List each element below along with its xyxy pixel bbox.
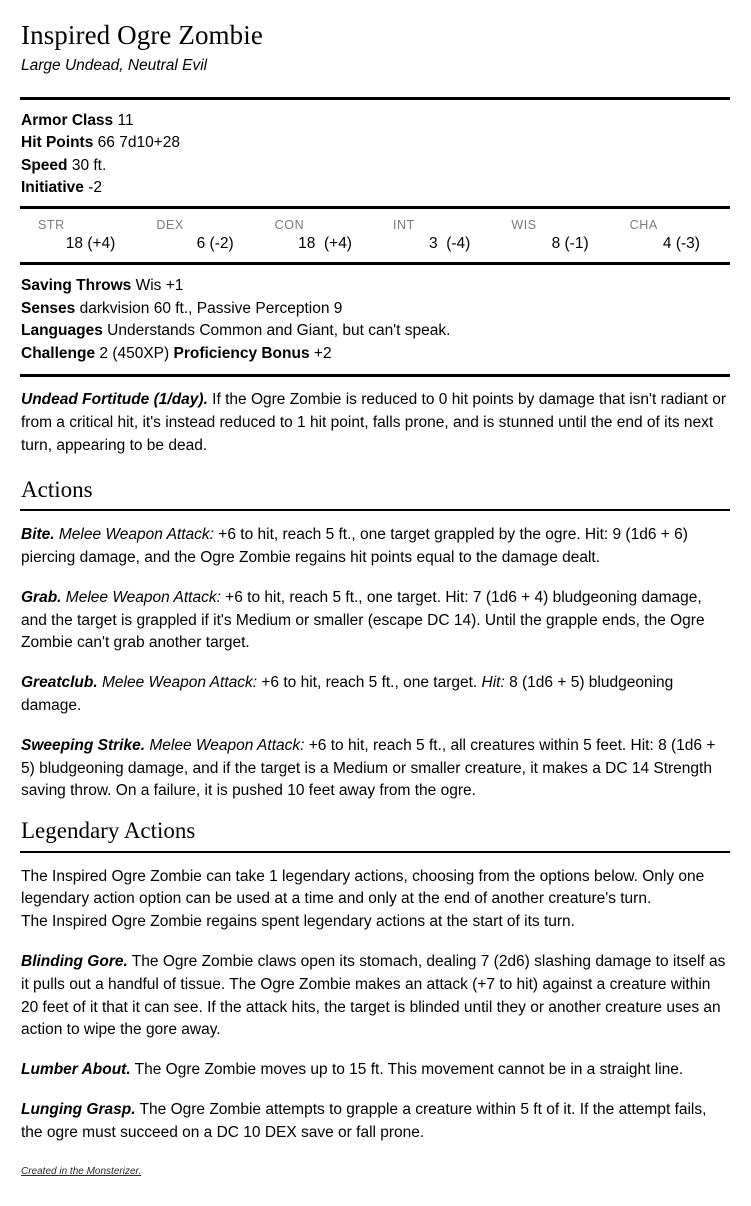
ability-cha bbox=[612, 218, 730, 254]
ability-label: CHA bbox=[629, 218, 658, 233]
stat-value: Wis +1 bbox=[135, 277, 184, 295]
challenge-label: Challenge bbox=[21, 344, 96, 362]
action-greatclub bbox=[21, 672, 730, 718]
section-heading-legendary-actions: Legendary Actions bbox=[21, 818, 196, 844]
stat-label: Saving Throws bbox=[21, 277, 132, 295]
legendary-action-name: Blinding Gore. bbox=[21, 953, 128, 971]
proficiency-bonus-value: +2 bbox=[313, 344, 332, 362]
proficiency-bonus-label: Proficiency Bonus bbox=[173, 344, 310, 362]
stat-value: Understands Common and Giant, but can't speak. bbox=[107, 322, 451, 340]
ability-str bbox=[20, 218, 138, 254]
stat-challenge bbox=[21, 343, 730, 366]
legendary-intro-line-2: The Inspired Ogre Zombie regains spent legendary actions at the start of its turn. bbox=[21, 913, 575, 931]
legendary-action-blinding-gore bbox=[21, 951, 730, 1042]
action-text: +6 to hit, reach 5 ft., all creatures within 5 feet. Hit: 8 (1d6 + 5) bludgeoning damage, and if the target is a Medium or smaller creature, it makes a DC 14 Strength saving throw. On a failure, it is pushed 10 feet away from the ogre. bbox=[21, 736, 716, 800]
action-bite bbox=[21, 524, 730, 570]
attribute-label: Initiative bbox=[21, 179, 84, 197]
action-attack-type: Melee Weapon Attack: bbox=[97, 674, 258, 692]
attribute-speed bbox=[21, 155, 730, 178]
ability-label: INT bbox=[392, 218, 415, 233]
ability-value: 6 (-2) bbox=[196, 235, 234, 253]
attribute-label: Armor Class bbox=[21, 111, 114, 129]
ability-con bbox=[257, 218, 375, 254]
action-attack-type: Melee Weapon Attack: bbox=[61, 588, 221, 606]
action-name: Grab. bbox=[21, 588, 62, 606]
ability-int bbox=[375, 218, 493, 254]
ability-value: 8 (-1) bbox=[551, 235, 589, 253]
section-heading-actions: Actions bbox=[21, 476, 93, 502]
legendary-intro-line-1: The Inspired Ogre Zombie can take 1 legendary actions, choosing from the options below. Only one legendary action option can be used at a time and only at the end of another creature's turn. bbox=[21, 867, 705, 908]
attribute-armor-class bbox=[21, 110, 730, 133]
traits-block bbox=[20, 377, 730, 461]
attribute-value: 11 bbox=[117, 111, 134, 129]
actions-block bbox=[20, 511, 730, 803]
page-title: Inspired Ogre Zombie bbox=[21, 20, 263, 50]
legendary-action-lumber-about bbox=[21, 1059, 730, 1082]
ability-value: 3 (-4) bbox=[428, 235, 471, 253]
ability-dex bbox=[138, 218, 256, 254]
attribute-value: 66 7d10+28 bbox=[97, 134, 180, 152]
legendary-action-text: The Ogre Zombie attempts to grapple a creature within 5 ft of it. If the attempt fails, the ogre must succeed on a DC 10 DEX save or fall prone. bbox=[21, 1101, 707, 1141]
stat-senses bbox=[21, 298, 730, 321]
ability-label: CON bbox=[274, 218, 305, 233]
ability-label: STR bbox=[38, 218, 65, 233]
ability-value: 18 (+4) bbox=[298, 235, 352, 253]
stat-label: Senses bbox=[21, 299, 76, 317]
trait-name: Undead Fortitude (1/day). bbox=[21, 391, 208, 409]
attribute-value: -2 bbox=[88, 179, 102, 197]
challenge-value: 2 (450XP) bbox=[99, 344, 170, 362]
ability-label: DEX bbox=[156, 218, 184, 233]
trait-undead-fortitude bbox=[21, 389, 730, 457]
stat-label: Languages bbox=[21, 322, 103, 340]
action-name: Bite. bbox=[21, 526, 55, 544]
attribute-hit-points bbox=[21, 132, 730, 155]
attribute-label: Speed bbox=[21, 156, 68, 174]
attributes-block bbox=[20, 100, 730, 206]
spacer bbox=[20, 76, 730, 97]
ability-wis bbox=[493, 218, 611, 254]
attribute-initiative bbox=[21, 177, 730, 200]
legendary-action-name: Lumber About. bbox=[21, 1061, 131, 1079]
footer-credit-text: Created in the Monsterizer. bbox=[21, 1165, 142, 1177]
action-text-pre: +6 to hit, reach 5 ft., one target. bbox=[257, 674, 482, 692]
stat-value: darkvision 60 ft., Passive Perception 9 bbox=[79, 299, 343, 317]
legendary-action-text: The Ogre Zombie moves up to 15 ft. This movement cannot be in a straight line. bbox=[130, 1061, 684, 1079]
attribute-label: Hit Points bbox=[21, 134, 94, 152]
action-attack-type: Melee Weapon Attack: bbox=[54, 526, 214, 544]
ability-value: 4 (-3) bbox=[662, 235, 700, 253]
ability-label: WIS bbox=[511, 218, 537, 233]
action-text: +6 to hit, reach 5 ft., one target. Hit: 7 (1d6 + 4) bludgeoning damage, and the target is grappled if it's Medium or smaller (escape DC 14). Until the grapple ends, the Ogre Zombie can't grab another target. bbox=[21, 588, 705, 652]
action-text-post: 8 (1d6 + 5) bludgeoning damage. bbox=[21, 674, 674, 714]
attribute-value: 30 ft. bbox=[71, 156, 107, 174]
action-text: +6 to hit, reach 5 ft., one target grappled by the ogre. Hit: 9 (1d6 + 6) piercing damage, and the Ogre Zombie regains hit points equal to the damage dealt. bbox=[21, 526, 688, 567]
secondary-stats-block bbox=[20, 265, 730, 374]
trait-text: If the Ogre Zombie is reduced to 0 hit points by damage that isn't radiant or from a critical hit, it's instead reduced to 1 hit point, falls prone, and is stunned until the end of its next turn, appearing to be dead. bbox=[21, 391, 727, 454]
action-name: Greatclub. bbox=[21, 674, 98, 692]
legendary-intro bbox=[21, 866, 730, 934]
action-attack-type: Melee Weapon Attack: bbox=[145, 736, 305, 754]
action-name: Sweeping Strike. bbox=[21, 736, 146, 754]
action-grab bbox=[21, 587, 730, 655]
legendary-actions-block bbox=[20, 853, 730, 1145]
stat-saving-throws bbox=[21, 275, 730, 298]
legendary-action-name: Lunging Grasp. bbox=[21, 1101, 136, 1118]
stat-languages bbox=[21, 320, 730, 343]
creature-type-line: Large Undead, Neutral Evil bbox=[21, 57, 208, 75]
ability-value: 18 (+4) bbox=[65, 235, 116, 253]
legendary-action-text: The Ogre Zombie claws open its stomach, dealing 7 (2d6) slashing damage to itself as it pulls out a handful of tissue. The Ogre Zombie makes an attack (+7 to hit) against a creature within 20 feet of it that it can see. If the attack hits, the target is blinded until they or another creature uses an action to wipe the gore away. bbox=[21, 953, 726, 1039]
action-hit-label: Hit: bbox=[481, 674, 505, 692]
legendary-action-lunging-grasp bbox=[21, 1099, 730, 1145]
ability-scores bbox=[20, 209, 730, 262]
footer-credit bbox=[21, 1165, 730, 1179]
action-sweeping-strike bbox=[21, 735, 730, 803]
